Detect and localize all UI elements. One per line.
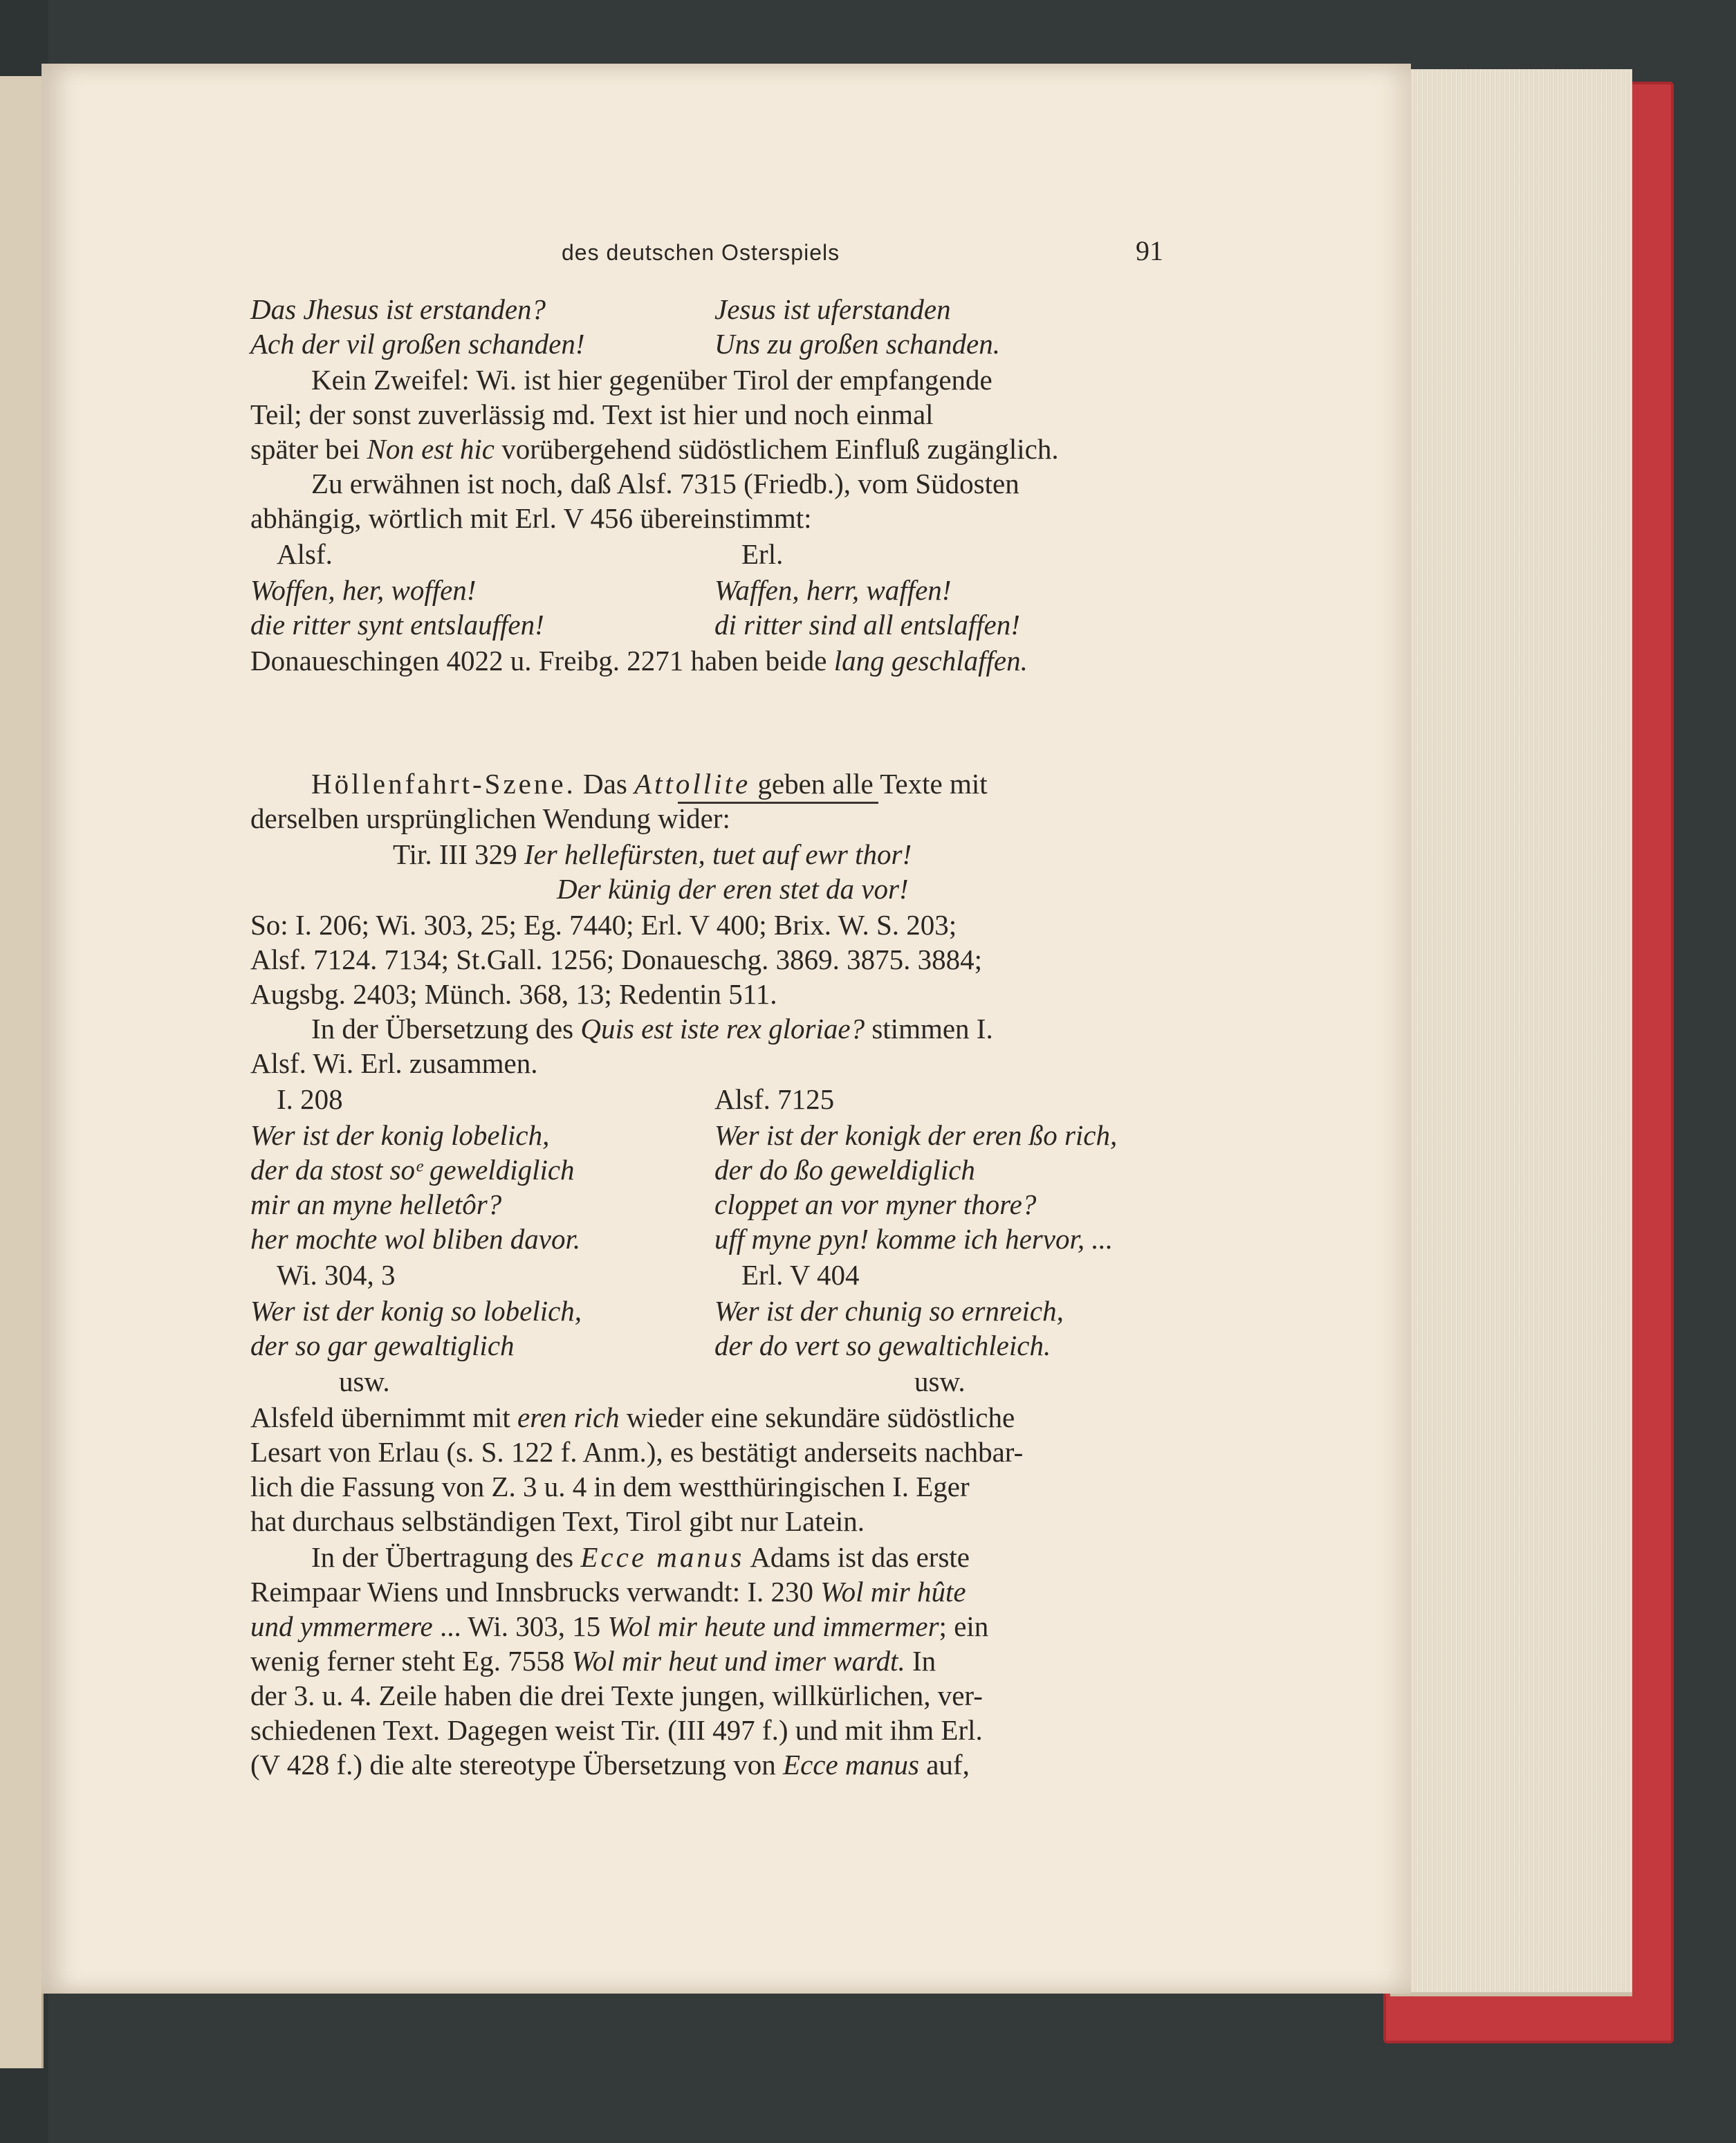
column-label: Wi. 304, 3 [277, 1259, 396, 1291]
column-label: Erl. [741, 538, 784, 570]
paragraph-line: und ymmermere ... Wi. 303, 15 Wol mir heute und immermer; ein [250, 1610, 989, 1642]
paragraph-line: Lesart von Erlau (s. S. 122 f. Anm.), es bestätigt anderseits nachbar- [250, 1436, 1024, 1468]
verse-right-line: di ritter sind all entslaffen! [714, 609, 1020, 641]
paragraph-line: Reimpaar Wiens und Innsbrucks verwandt: I. 230 Wol mir hûte [250, 1576, 966, 1608]
paragraph-line: später bei Non est hic vorübergehend südöstlichem Einfluß zugänglich. [250, 433, 1059, 465]
paragraph-line: (V 428 f.) die alte stereotype Übersetzung von Ecce manus auf, [250, 1749, 970, 1781]
paragraph-line: In der Übersetzung des Quis est iste rex gloriae? stimmen I. [311, 1013, 993, 1045]
reference-line: Alsf. 7124. 7134; St.Gall. 1256; Donaueschg. 3869. 3875. 3884; [250, 944, 982, 975]
verse-right-line: der do ßo geweldiglich [714, 1154, 975, 1186]
paragraph-line: Donaueschingen 4022 u. Freibg. 2271 haben beide lang geschlaffen. [250, 645, 1028, 677]
running-title: des deutschen Osterspiels [562, 240, 840, 265]
paragraph-line: abhängig, wörtlich mit Erl. V 456 übereinstimmt: [250, 502, 812, 534]
page-block-edges [1390, 69, 1632, 1996]
verse-right-line: Wer ist der chunig so ernreich, [714, 1295, 1064, 1327]
reference-line: So: I. 206; Wi. 303, 25; Eg. 7440; Erl. V 400; Brix. W. S. 203; [250, 909, 957, 941]
paragraph-line: derselben ursprünglichen Wendung wider: [250, 802, 730, 834]
paragraph-line: lich die Fassung von Z. 3 u. 4 in dem westthüringischen I. Eger [250, 1471, 970, 1502]
verse-right-line: der do vert so gewaltichleich. [714, 1330, 1051, 1361]
verse-left-line: Wer ist der konig lobelich, [250, 1119, 550, 1151]
verse-left-line: der da stost soᵉ geweldiglich [250, 1154, 575, 1186]
verse-left-line: Wer ist der konig so lobelich, [250, 1295, 582, 1327]
reference-line: Augsbg. 2403; Münch. 368, 13; Redentin 511. [250, 978, 777, 1010]
column-label: Erl. V 404 [741, 1259, 860, 1291]
paragraph-line: schiedenen Text. Dagegen weist Tir. (III 497 f.) und mit ihm Erl. [250, 1714, 983, 1746]
verse-left-line: mir an myne helletôr? [250, 1188, 502, 1220]
verse-right-line: Wer ist der konigk der eren ßo rich, [714, 1119, 1118, 1151]
column-label: I. 208 [277, 1083, 343, 1115]
verse-right-line: Jesus ist uferstanden [714, 293, 951, 325]
paragraph-line: Teil; der sonst zuverlässig md. Text ist hier und noch einmal [250, 398, 934, 430]
paragraph-line: In der Übertragung des Ecce manus Adams ist das erste [311, 1541, 970, 1573]
verse-left-line: die ritter synt entslauffen! [250, 609, 544, 641]
section-title: Höllenfahrt-Szene. [311, 768, 576, 800]
verse-left-line: Das Jhesus ist erstanden? [250, 293, 546, 325]
verse-right-line: uff myne pyn! komme ich hervor, ... [714, 1223, 1114, 1255]
paragraph-line: Kein Zweifel: Wi. ist hier gegenüber Tirol der empfangende [311, 364, 992, 396]
book-page [41, 64, 1411, 1994]
column-label: Alsf. 7125 [714, 1083, 835, 1115]
usw-left: usw. [339, 1365, 390, 1397]
usw-right: usw. [914, 1365, 966, 1397]
paragraph-line: Alsf. Wi. Erl. zusammen. [250, 1047, 538, 1079]
paragraph-line: wenig ferner steht Eg. 7558 Wol mir heut und imer wardt. In [250, 1645, 936, 1677]
quote-line: Der künig der eren stet da vor! [557, 873, 909, 905]
paragraph-line: Alsfeld übernimmt mit eren rich wieder eine sekundäre südöstliche [250, 1401, 1015, 1433]
column-label: Alsf. [277, 538, 333, 570]
paragraph-line: der 3. u. 4. Zeile haben die drei Texte jungen, willkürlichen, ver- [250, 1680, 983, 1711]
verse-right-line: Uns zu großen schanden. [714, 328, 1001, 360]
verse-right-line: Waffen, herr, waffen! [714, 574, 952, 606]
previous-page-edge [0, 76, 44, 2068]
verse-left-line: der so gar gewaltiglich [250, 1330, 515, 1361]
section-heading-line: Höllenfahrt-Szene. Das Attollite geben alle Texte mit [311, 768, 988, 800]
quote-line: Tir. III 329 Ier hellefürsten, tuet auf ewr thor! [393, 838, 912, 870]
verse-left-line: Woffen, her, woffen! [250, 574, 477, 606]
paragraph-line: Zu erwähnen ist noch, daß Alsf. 7315 (Friedb.), vom Südosten [311, 468, 1019, 499]
verse-left-line: her mochte wol bliben davor. [250, 1223, 581, 1255]
verse-left-line: Ach der vil großen schanden! [250, 328, 585, 360]
page-number: 91 [1136, 235, 1163, 266]
paragraph-line: hat durchaus selbständigen Text, Tirol gibt nur Latein. [250, 1505, 865, 1537]
verse-right-line: cloppet an vor myner thore? [714, 1188, 1037, 1220]
